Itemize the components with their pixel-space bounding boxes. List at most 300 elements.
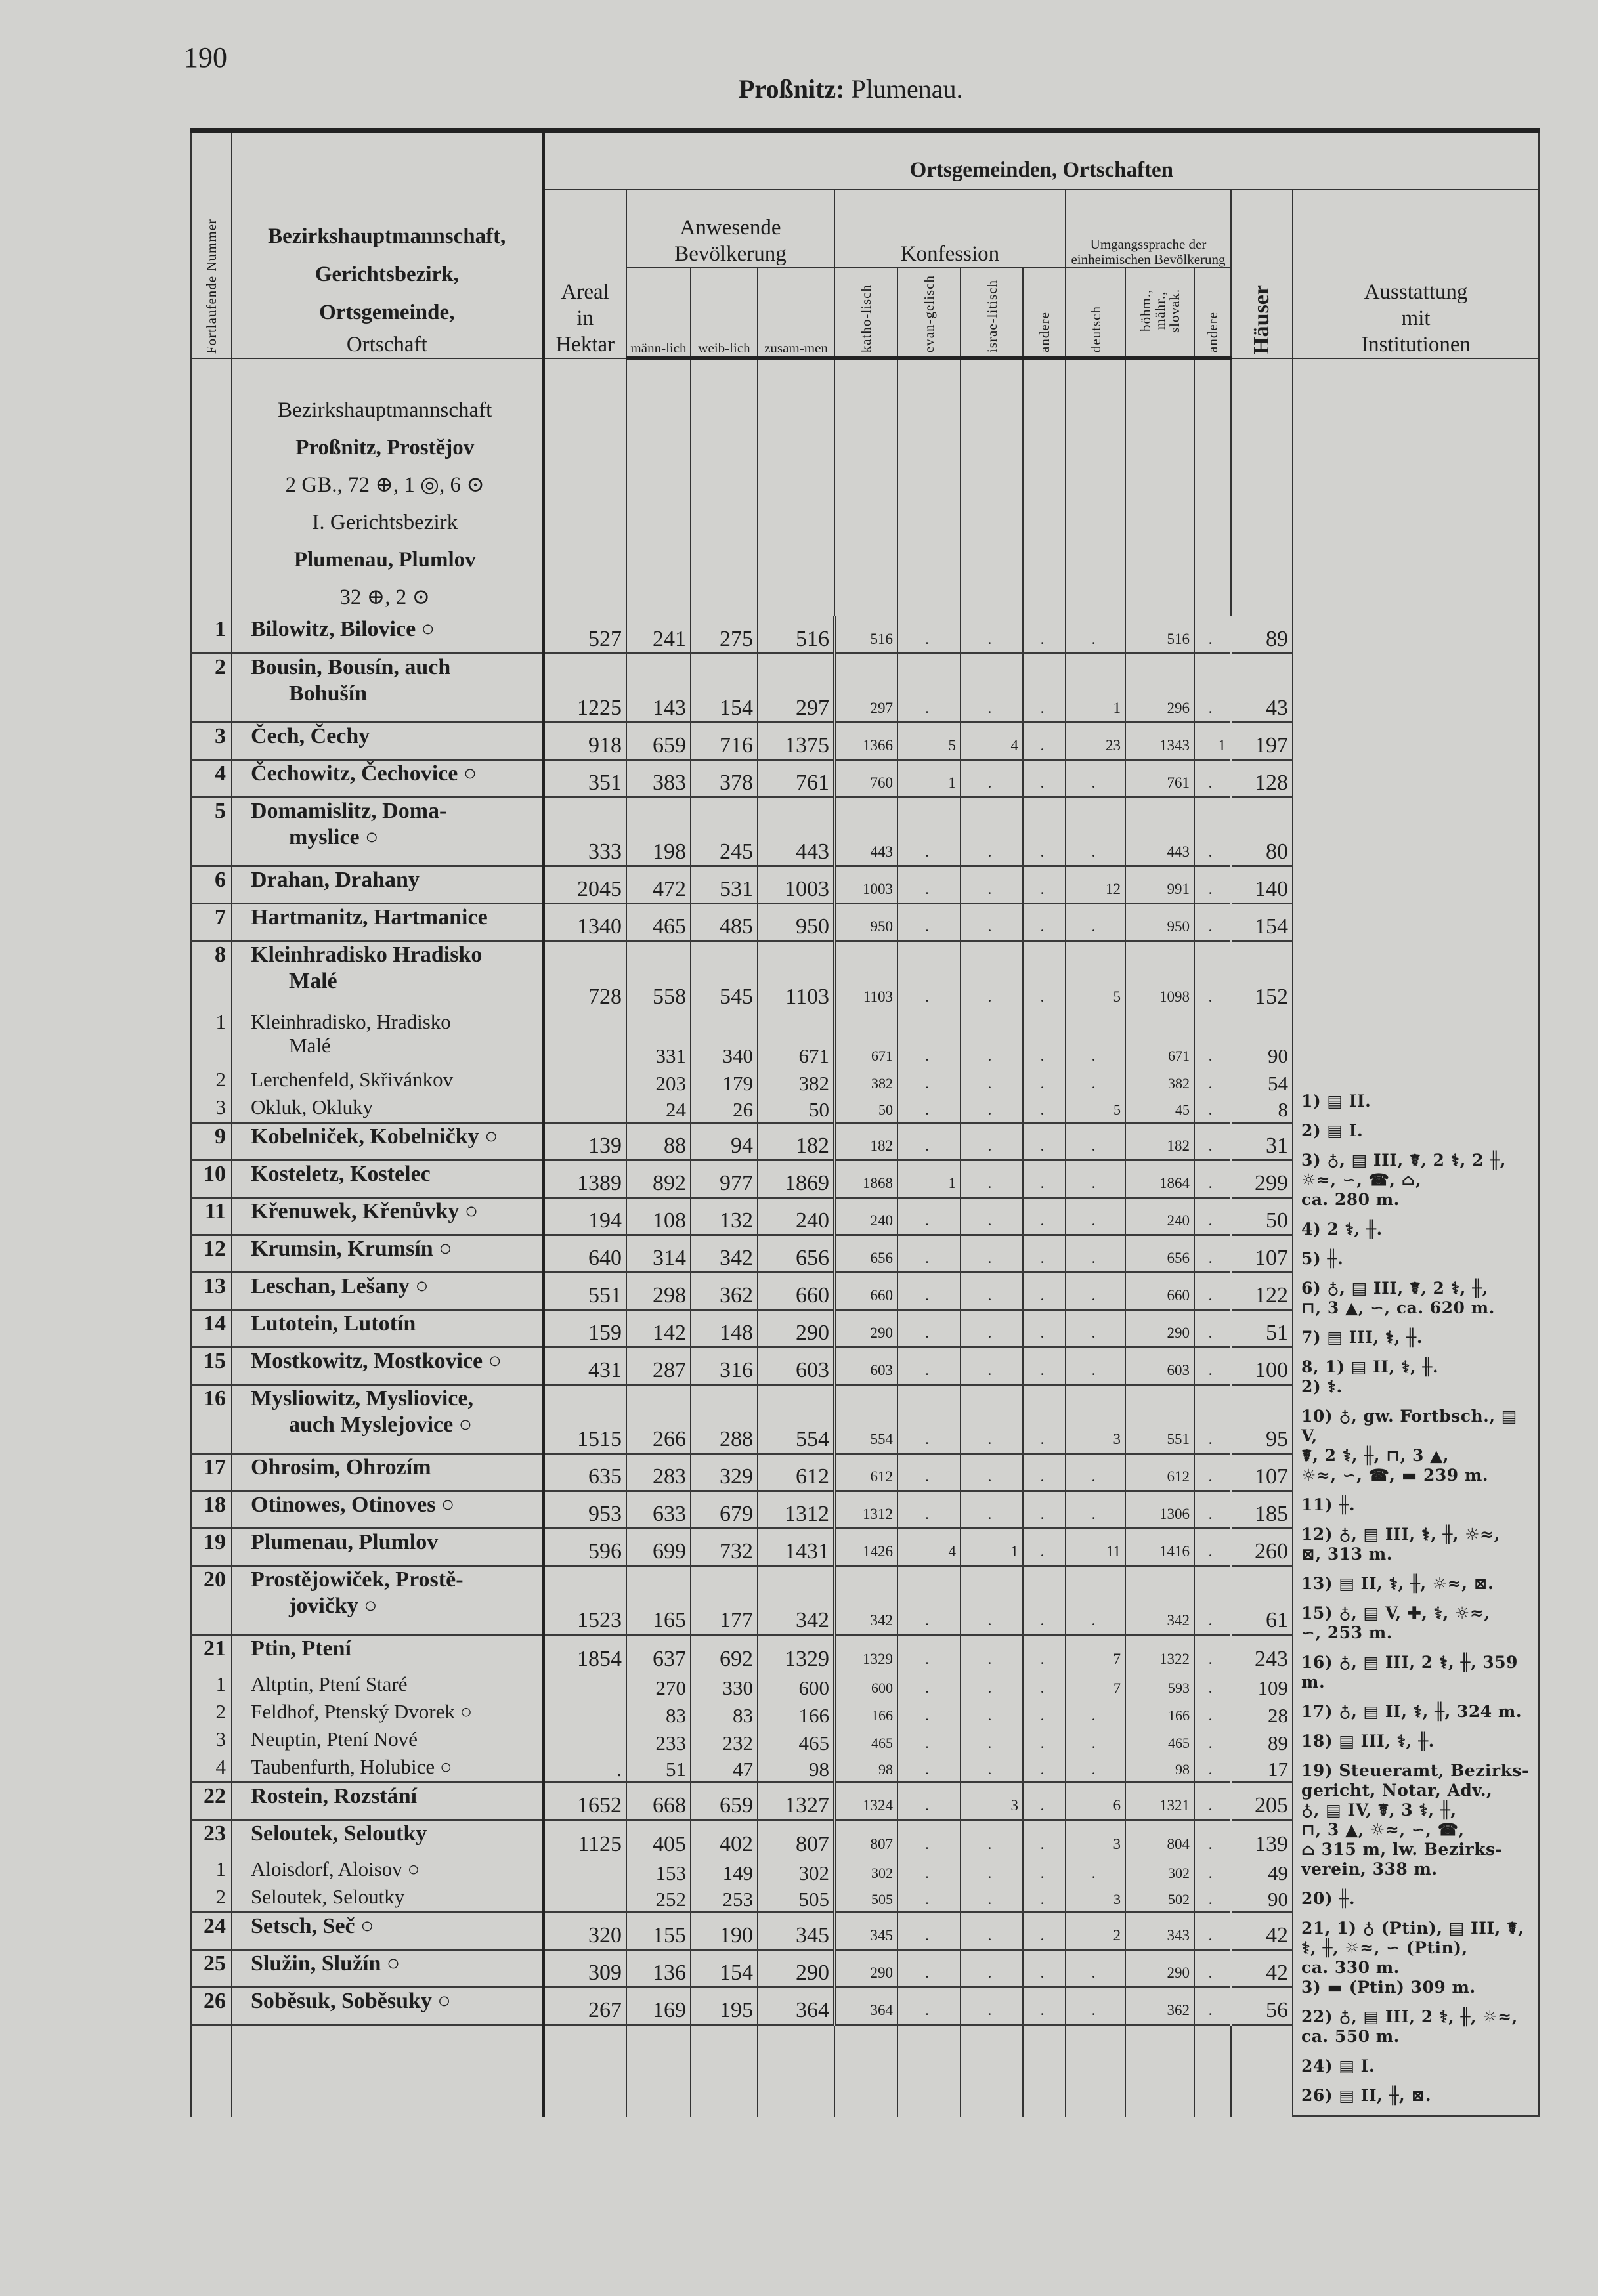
cell-total: 1003 (758, 866, 834, 904)
cell-other-language: . (1194, 1728, 1231, 1755)
cell-evangelical: . (897, 1885, 961, 1913)
cell-other-language: 1 (1194, 723, 1231, 760)
row-number: 3 (191, 723, 232, 760)
cell-areal: 551 (543, 1273, 626, 1310)
cell-areal: 1340 (543, 904, 626, 941)
cell-other-language: . (1194, 1385, 1231, 1454)
cell-houses: 243 (1231, 1635, 1293, 1672)
equipment-note: 16) ♁, ▤ III, 2 ⚕, ╫, 359 m. (1301, 1653, 1518, 1691)
row-number: 17 (191, 1454, 232, 1491)
cell-catholic: 671 (834, 1010, 897, 1068)
cell-areal: 1652 (543, 1783, 626, 1820)
cell-houses: 152 (1231, 941, 1293, 1010)
cell-areal: 640 (543, 1235, 626, 1273)
place-name (232, 1755, 543, 1783)
place-name (232, 1385, 543, 1454)
cell-israelite: 1 (961, 1529, 1023, 1566)
place-name-line: Mysliowitz, Mysliovice, (251, 1386, 473, 1411)
row-number: 22 (191, 1783, 232, 1820)
cell-male: 287 (626, 1348, 691, 1385)
place-name-line: Krumsin, Krumsín ○ (251, 1237, 452, 1261)
place-name-line: Drahan, Drahany (251, 868, 420, 892)
cell-other-confession: . (1023, 1728, 1066, 1755)
cell-houses: 80 (1231, 797, 1293, 866)
equipment-note: 24) ▤ I. (1301, 2056, 1375, 2075)
cell-female: 177 (691, 1566, 758, 1635)
cell-other-confession: . (1023, 1310, 1066, 1348)
cell-czech: 516 (1125, 616, 1194, 654)
cell-other-confession: . (1023, 866, 1066, 904)
place-name-line: Domamislitz, Doma- (251, 799, 447, 823)
cell-female: 659 (691, 1783, 758, 1820)
cell-german: 3 (1066, 1385, 1125, 1454)
cell-total: 656 (758, 1235, 834, 1273)
table-body (191, 358, 1539, 2117)
header-evangelical: evan-gelisch (897, 268, 961, 358)
cell-houses: 8 (1231, 1095, 1293, 1123)
cell-german: . (1066, 1235, 1125, 1273)
cell-german: . (1066, 1010, 1125, 1068)
intro-line: 32 ⊕, 2 ⊙ (339, 585, 431, 609)
cell-other-language: . (1194, 616, 1231, 654)
cell-other-language: . (1194, 1529, 1231, 1566)
cell-czech: 502 (1125, 1885, 1194, 1913)
page-number: 190 (184, 41, 227, 74)
place-name-line: Rostein, Rozstání (251, 1784, 418, 1808)
cell-other-confession: . (1023, 1783, 1066, 1820)
cell-czech: 551 (1125, 1385, 1194, 1454)
cell-other-language: . (1194, 1755, 1231, 1783)
place-name-line: auch Myslejovice ○ (289, 1413, 473, 1437)
cell-female: 977 (691, 1160, 758, 1198)
cell-other-language: . (1194, 866, 1231, 904)
cell-other-language: . (1194, 1310, 1231, 1348)
cell-houses: 299 (1231, 1160, 1293, 1198)
cell-czech: 612 (1125, 1454, 1194, 1491)
place-name (232, 941, 543, 1010)
cell-houses: 89 (1231, 1728, 1293, 1755)
cell-israelite: . (961, 904, 1023, 941)
row-number: 5 (191, 797, 232, 866)
row-number: 24 (191, 1913, 232, 1950)
cell-male: 203 (626, 1068, 691, 1095)
place-name-line: Lutotein, Lutotín (251, 1311, 416, 1336)
cell-other-confession: . (1023, 1635, 1066, 1672)
row-number: 8 (191, 941, 232, 1010)
row-number: 2 (191, 1068, 232, 1095)
cell-other-confession: . (1023, 616, 1066, 654)
cell-catholic: 660 (834, 1273, 897, 1310)
place-name (232, 1885, 543, 1913)
cell-catholic: 554 (834, 1385, 897, 1454)
cell-czech: 593 (1125, 1672, 1194, 1700)
equipment-note: 15) ♁, ▤ V, ✚, ⚕, ☼≈, ∽, 253 m. (1301, 1604, 1490, 1642)
equipment-note: 22) ♁, ▤ III, 2 ⚕, ╫, ☼≈, ca. 550 m. (1301, 2007, 1518, 2046)
header-czech: böhm., mähr., slovak. (1125, 268, 1194, 358)
cell-other-confession: . (1023, 1885, 1066, 1913)
cell-israelite: . (961, 1950, 1023, 1988)
cell-total: 660 (758, 1273, 834, 1310)
cell-israelite: . (961, 1755, 1023, 1783)
cell-israelite: . (961, 654, 1023, 723)
header-israelite: israe-litisch (961, 268, 1023, 358)
cell-total: 342 (758, 1566, 834, 1635)
equipment-note: 12) ♁, ▤ III, ⚕, ╫, ☼≈, ⊠, 313 m. (1301, 1525, 1500, 1563)
cell-total: 465 (758, 1728, 834, 1755)
cell-total: 98 (758, 1755, 834, 1783)
cell-other-language: . (1194, 941, 1231, 1010)
cell-evangelical: . (897, 1950, 961, 1988)
cell-other-confession: . (1023, 1010, 1066, 1068)
cell-male: 633 (626, 1491, 691, 1529)
row-number: 16 (191, 1385, 232, 1454)
cell-areal: 1125 (543, 1820, 626, 1858)
cell-other-language: . (1194, 760, 1231, 797)
cell-total: 345 (758, 1913, 834, 1950)
place-name (232, 723, 543, 760)
cell-czech: 950 (1125, 904, 1194, 941)
place-name-line: Čech, Čechy (251, 724, 370, 748)
cell-catholic: 612 (834, 1454, 897, 1491)
cell-catholic: 345 (834, 1913, 897, 1950)
row-number: 1 (191, 616, 232, 654)
cell-israelite: . (961, 866, 1023, 904)
cell-german: . (1066, 1273, 1125, 1310)
cell-czech: 342 (1125, 1566, 1194, 1635)
cell-total: 671 (758, 1010, 834, 1068)
cell-evangelical: . (897, 1010, 961, 1068)
cell-houses: 154 (1231, 904, 1293, 941)
cell-houses: 90 (1231, 1010, 1293, 1068)
cell-czech: 296 (1125, 654, 1194, 723)
cell-czech: 1306 (1125, 1491, 1194, 1529)
place-name-line: Setsch, Seč ○ (251, 1914, 374, 1938)
cell-male: 108 (626, 1198, 691, 1235)
cell-houses: 197 (1231, 723, 1293, 760)
row-number: 12 (191, 1235, 232, 1273)
header-group-title: Ortsgemeinden, Ortschaften (543, 131, 1539, 190)
equipment-note: 3) ♁, ▤ III, ☤, 2 ⚕, 2 ╫, ☼≈, ∽, ☎, ⌂, ca. 280 m. (1301, 1151, 1506, 1209)
place-name (232, 1235, 543, 1273)
cell-male: 83 (626, 1700, 691, 1728)
cell-areal: 1854 (543, 1635, 626, 1672)
cell-israelite: . (961, 797, 1023, 866)
cell-other-language: . (1194, 797, 1231, 866)
cell-evangelical: . (897, 1385, 961, 1454)
cell-other-confession: . (1023, 1348, 1066, 1385)
place-name (232, 1728, 543, 1755)
cell-other-confession: . (1023, 760, 1066, 797)
cell-israelite: . (961, 1820, 1023, 1858)
header-population: Anwesende Bevölkerung (626, 190, 834, 268)
cell-other-confession: . (1023, 1454, 1066, 1491)
cell-catholic: 760 (834, 760, 897, 797)
cell-female: 288 (691, 1385, 758, 1454)
cell-german: . (1066, 904, 1125, 941)
cell-total: 1327 (758, 1783, 834, 1820)
cell-catholic: 465 (834, 1728, 897, 1755)
cell-israelite: . (961, 1858, 1023, 1885)
row-number: 1 (191, 1010, 232, 1068)
cell-israelite: . (961, 1913, 1023, 1950)
cell-other-language: . (1194, 1700, 1231, 1728)
cell-catholic: 950 (834, 904, 897, 941)
intro-line: Proßnitz, Prostějov (295, 435, 475, 459)
cell-houses: 31 (1231, 1123, 1293, 1160)
header-other-confession: andere (1023, 268, 1066, 358)
cell-catholic: 600 (834, 1672, 897, 1700)
cell-other-language: . (1194, 654, 1231, 723)
cell-total: 443 (758, 797, 834, 866)
cell-female: 253 (691, 1885, 758, 1913)
cell-other-language: . (1194, 1348, 1231, 1385)
cell-areal: 309 (543, 1950, 626, 1988)
place-name (232, 1783, 543, 1820)
cell-evangelical: . (897, 1273, 961, 1310)
row-number: 14 (191, 1310, 232, 1348)
cell-other-language: . (1194, 1491, 1231, 1529)
header-areal: Areal in Hektar (543, 190, 626, 358)
cell-czech: 1321 (1125, 1783, 1194, 1820)
cell-male: 153 (626, 1858, 691, 1885)
cell-houses: 128 (1231, 760, 1293, 797)
cell-catholic: 1426 (834, 1529, 897, 1566)
cell-israelite: . (961, 1454, 1023, 1491)
cell-female: 378 (691, 760, 758, 797)
cell-other-confession: . (1023, 1672, 1066, 1700)
cell-male: 298 (626, 1273, 691, 1310)
cell-other-language: . (1194, 1095, 1231, 1123)
row-number: 18 (191, 1491, 232, 1529)
cell-areal: 728 (543, 941, 626, 1010)
cell-houses: 42 (1231, 1913, 1293, 1950)
cell-czech: 290 (1125, 1310, 1194, 1348)
cell-houses: 49 (1231, 1858, 1293, 1885)
cell-other-confession: . (1023, 1491, 1066, 1529)
cell-evangelical: . (897, 1310, 961, 1348)
place-name-line: Altptin, Ptení Staré (251, 1672, 408, 1695)
header-number: Fortlaufende Nummer (191, 131, 232, 358)
place-name (232, 1454, 543, 1491)
cell-other-confession: . (1023, 797, 1066, 866)
cell-total: 290 (758, 1310, 834, 1348)
cell-male: 136 (626, 1950, 691, 1988)
place-name (232, 1529, 543, 1566)
cell-other-confession: . (1023, 941, 1066, 1010)
cell-german: . (1066, 1123, 1125, 1160)
cell-male: 165 (626, 1566, 691, 1635)
cell-german: 6 (1066, 1783, 1125, 1820)
cell-female: 148 (691, 1310, 758, 1348)
cell-german: . (1066, 1454, 1125, 1491)
cell-israelite: . (961, 1123, 1023, 1160)
cell-other-language: . (1194, 1672, 1231, 1700)
intro-line: I. Gerichtsbezirk (312, 510, 458, 534)
cell-evangelical: 4 (897, 1529, 961, 1566)
cell-israelite: . (961, 616, 1023, 654)
cell-czech: 660 (1125, 1273, 1194, 1310)
cell-german: 23 (1066, 723, 1125, 760)
cell-other-language: . (1194, 1950, 1231, 1988)
cell-total: 166 (758, 1700, 834, 1728)
cell-areal (543, 1700, 626, 1728)
equipment-note: 20) ╫. (1301, 1889, 1356, 1908)
cell-male: 270 (626, 1672, 691, 1700)
cell-german: . (1066, 1566, 1125, 1635)
row-number: 2 (191, 1700, 232, 1728)
cell-total: 505 (758, 1885, 834, 1913)
row-number: 25 (191, 1950, 232, 1988)
cell-catholic: 1312 (834, 1491, 897, 1529)
cell-areal: 139 (543, 1123, 626, 1160)
cell-houses: 51 (1231, 1310, 1293, 1348)
cell-male: 405 (626, 1820, 691, 1858)
place-name (232, 1068, 543, 1095)
cell-other-confession: . (1023, 1566, 1066, 1635)
place-name (232, 1348, 543, 1385)
title-court-district: Plumenau. (851, 74, 963, 104)
place-name (232, 1635, 543, 1672)
cell-german: . (1066, 1988, 1125, 2025)
cell-evangelical: . (897, 1566, 961, 1635)
cell-catholic: 98 (834, 1755, 897, 1783)
header-catholic: katho-lisch (834, 268, 897, 358)
cell-evangelical: . (897, 1235, 961, 1273)
place-name-line: Ptin, Ptení (251, 1636, 351, 1661)
place-name-line: jovičky ○ (289, 1594, 378, 1618)
place-name (232, 1095, 543, 1123)
cell-houses: 54 (1231, 1068, 1293, 1095)
cell-areal (543, 1068, 626, 1095)
cell-german: 3 (1066, 1820, 1125, 1858)
cell-other-language: . (1194, 1885, 1231, 1913)
cell-czech: 991 (1125, 866, 1194, 904)
table-header (191, 131, 1539, 358)
cell-israelite: 3 (961, 1783, 1023, 1820)
cell-german: . (1066, 1491, 1125, 1529)
cell-houses: 28 (1231, 1700, 1293, 1728)
cell-total: 600 (758, 1672, 834, 1700)
cell-german: 2 (1066, 1913, 1125, 1950)
place-name (232, 760, 543, 797)
cell-female: 154 (691, 654, 758, 723)
cell-german: . (1066, 1755, 1125, 1783)
cell-czech: 671 (1125, 1010, 1194, 1068)
cell-female: 342 (691, 1235, 758, 1273)
place-name-line: Malé (289, 1033, 331, 1057)
place-name-line: Aloisdorf, Aloisov ○ (251, 1857, 420, 1881)
cell-total: 1312 (758, 1491, 834, 1529)
table-row (191, 616, 1539, 654)
cell-female: 94 (691, 1123, 758, 1160)
cell-female: 83 (691, 1700, 758, 1728)
cell-german: 5 (1066, 941, 1125, 1010)
cell-male: 198 (626, 797, 691, 866)
header-other-language: andere (1194, 268, 1231, 358)
cell-catholic: 505 (834, 1885, 897, 1913)
cell-other-confession: . (1023, 1913, 1066, 1950)
cell-areal: 351 (543, 760, 626, 797)
cell-areal: 527 (543, 616, 626, 654)
cell-evangelical: . (897, 654, 961, 723)
cell-total: 1329 (758, 1635, 834, 1672)
title-district: Proßnitz: (739, 74, 845, 104)
cell-other-confession: . (1023, 904, 1066, 941)
cell-male: 88 (626, 1123, 691, 1160)
cell-other-confession: . (1023, 723, 1066, 760)
cell-german: . (1066, 1950, 1125, 1988)
cell-female: 26 (691, 1095, 758, 1123)
cell-female: 232 (691, 1728, 758, 1755)
cell-evangelical: . (897, 904, 961, 941)
cell-houses: 109 (1231, 1672, 1293, 1700)
cell-total: 612 (758, 1454, 834, 1491)
header-equipment: Ausstattung mit Institutionen (1293, 190, 1539, 358)
row-number: 4 (191, 760, 232, 797)
place-name (232, 1950, 543, 1988)
cell-houses: 61 (1231, 1566, 1293, 1635)
row-number: 6 (191, 866, 232, 904)
cell-male: 892 (626, 1160, 691, 1198)
cell-male: 331 (626, 1010, 691, 1068)
cell-other-language: . (1194, 1820, 1231, 1858)
equipment-note: 26) ▤ II, ╫, ⊠. (1301, 2086, 1432, 2105)
cell-israelite: . (961, 1068, 1023, 1095)
cell-other-confession: . (1023, 1095, 1066, 1123)
place-name-line: Kosteletz, Kostelec (251, 1162, 431, 1186)
cell-catholic: 1329 (834, 1635, 897, 1672)
cell-female: 195 (691, 1988, 758, 2025)
cell-areal (543, 1010, 626, 1068)
cell-total: 50 (758, 1095, 834, 1123)
cell-german: . (1066, 1198, 1125, 1235)
cell-czech: 465 (1125, 1728, 1194, 1755)
row-number: 1 (191, 1672, 232, 1700)
equipment-note: 6) ♁, ▤ III, ☤, 2 ⚕, ╫, ⊓, 3 ▲, ∽, ca. 620 m. (1301, 1279, 1495, 1317)
cell-catholic: 443 (834, 797, 897, 866)
place-name-line: Mostkowitz, Mostkovice ○ (251, 1349, 502, 1373)
intro-line: 2 GB., 72 ⊕, 1 ◎, 6 ⊙ (285, 473, 485, 497)
cell-houses: 90 (1231, 1885, 1293, 1913)
cell-czech: 1416 (1125, 1529, 1194, 1566)
cell-evangelical: . (897, 1728, 961, 1755)
place-name-line: Kobelniček, Kobelničky ○ (251, 1124, 498, 1149)
cell-total: 1103 (758, 941, 834, 1010)
cell-israelite: . (961, 1348, 1023, 1385)
cell-other-confession: . (1023, 1529, 1066, 1566)
cell-israelite: . (961, 760, 1023, 797)
cell-other-language: . (1194, 1635, 1231, 1672)
cell-male: 283 (626, 1454, 691, 1491)
header-male: männ-lich (626, 268, 691, 358)
row-number: 19 (191, 1529, 232, 1566)
place-name (232, 797, 543, 866)
cell-czech: 166 (1125, 1700, 1194, 1728)
cell-male: 252 (626, 1885, 691, 1913)
cell-male: 383 (626, 760, 691, 797)
cell-israelite: . (961, 1198, 1023, 1235)
cell-catholic: 603 (834, 1348, 897, 1385)
equipment-note: 4) 2 ⚕, ╫. (1301, 1220, 1383, 1239)
place-name (232, 1491, 543, 1529)
place-name (232, 904, 543, 941)
cell-female: 402 (691, 1820, 758, 1858)
cell-total: 297 (758, 654, 834, 723)
row-number: 15 (191, 1348, 232, 1385)
place-name (232, 1160, 543, 1198)
cell-areal (543, 1672, 626, 1700)
place-name (232, 1123, 543, 1160)
